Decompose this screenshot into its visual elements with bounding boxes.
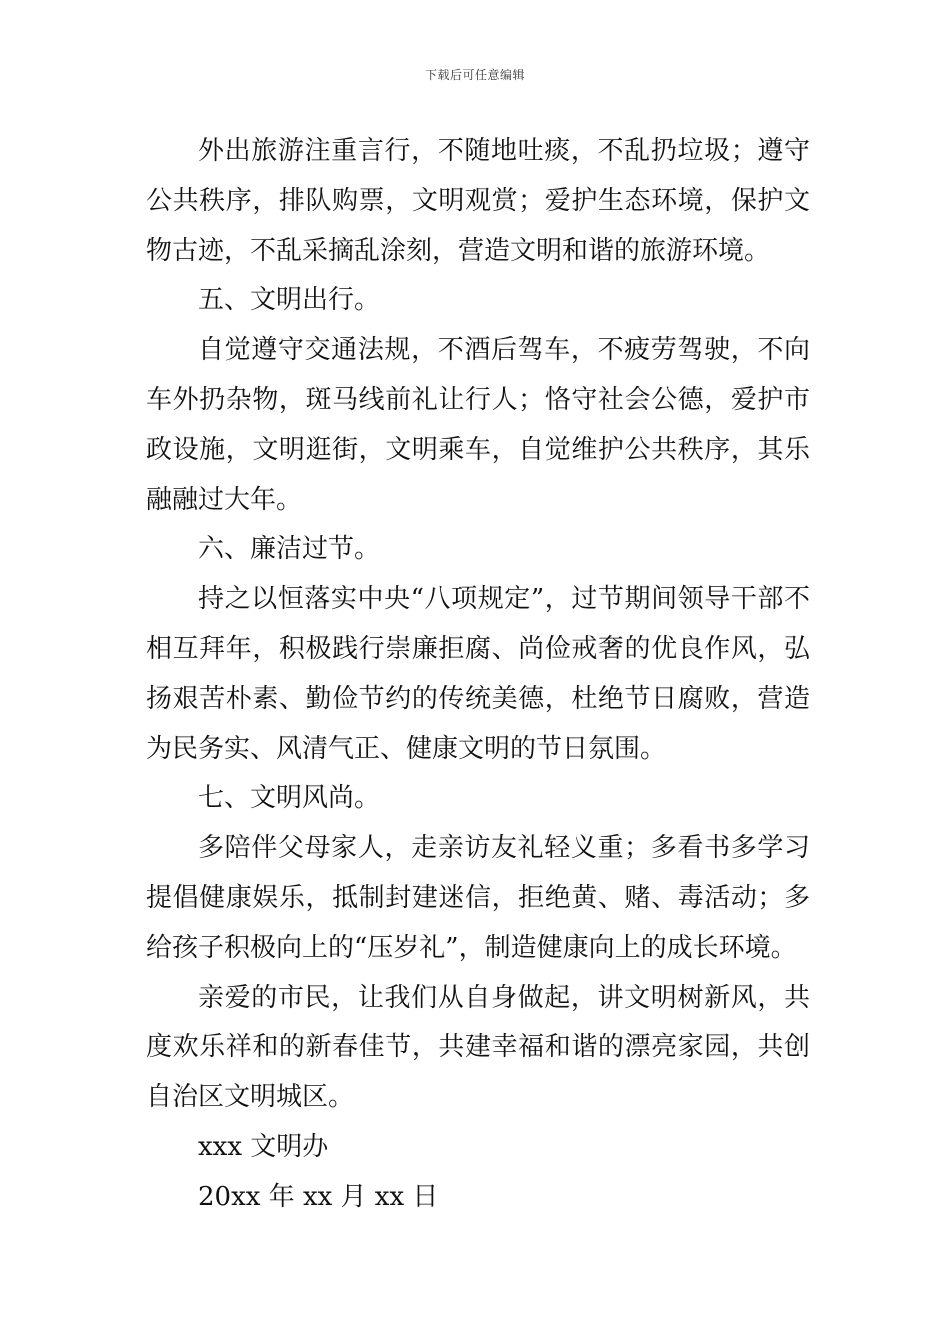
signature-date: 20xx 年 xx 月 xx 日 — [198, 1181, 439, 1212]
paragraph-traffic-rules: 自觉遵守交通法规，不酒后驾车，不疲劳驾驶，不向车外扔杂物，斑马线前礼让行人；恪守社会公德，爱护市政设施，文明逛街，文明乘车，自觉维护公共秩序，其乐融融过大年。 — [146, 335, 810, 515]
section-heading-civil-travel: 五、文明出行。 — [198, 285, 381, 316]
paragraph-closing-appeal: 亲爱的市民，让我们从自身做起，讲文明树新风，共度欢乐祥和的新春佳节，共建幸福和谐的漂亮家园，共创自治区文明城区。 — [146, 982, 810, 1113]
section-heading-clean-holiday: 六、廉洁过节。 — [198, 534, 381, 565]
signature-office: xxx 文明办 — [198, 1131, 329, 1162]
page-header: 下载后可任意编辑 — [424, 68, 525, 82]
paragraph-family-culture: 多陪伴父母家人，走亲访友礼轻义重；多看书多学习提倡健康娱乐，抵制封建迷信，拒绝黄、赌、毒活动；多给孩子积极向上的“压岁礼”，制造健康向上的成长环境。 — [146, 833, 810, 963]
section-heading-civil-custom: 七、文明风尚。 — [198, 783, 381, 814]
paragraph-integrity: 持之以恒落实中央“八项规定”，过节期间领导干部不相互拜年，积极践行崇廉拒腐、尚俭戒奢的优良作风，弘扬艰苦朴素、勤俭节约的传统美德，杜绝节日腐败，营造为民务实、风清气正、健康文明的节日氛围。 — [146, 584, 810, 764]
document-body — [146, 127, 810, 1223]
paragraph-travel-conduct: 外出旅游注重言行，不随地吐痰，不乱扔垃圾；遵守公共秩序，排队购票，文明观赏；爱护生态环境，保护文物古迹，不乱采摘乱涂刻，营造文明和谐的旅游环境。 — [146, 136, 810, 266]
